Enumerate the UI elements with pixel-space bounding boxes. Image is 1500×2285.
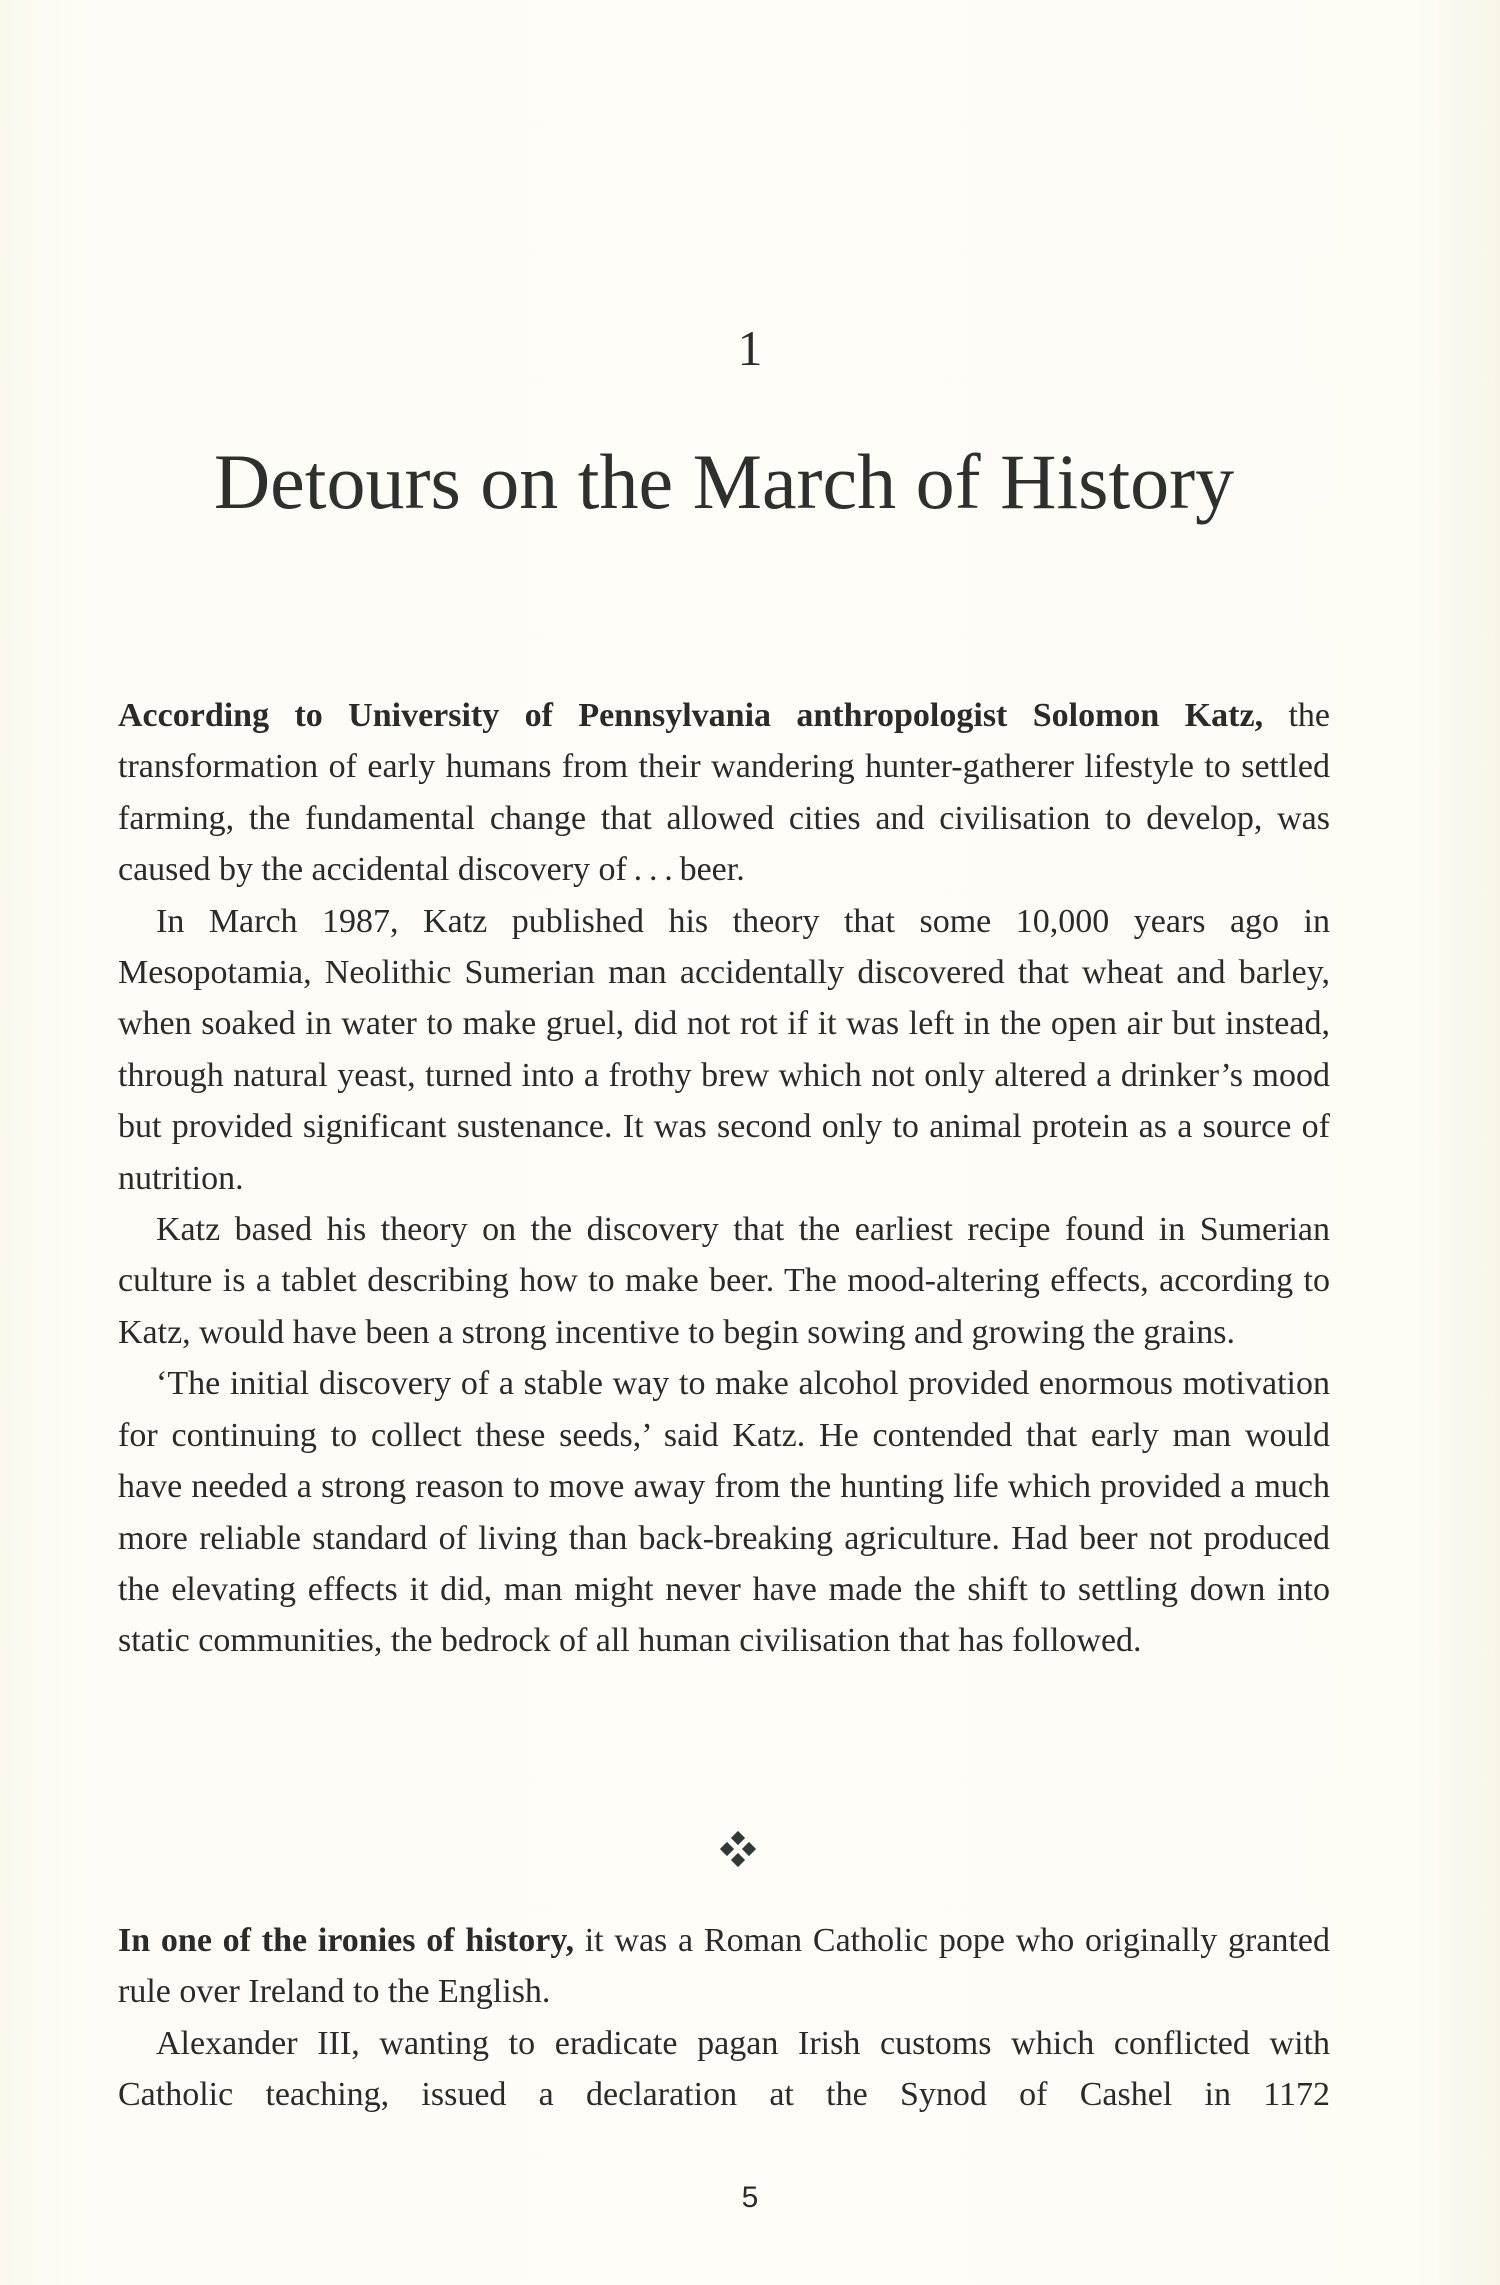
lead-in-bold: According to University of Pennsylvania anthropologist Solomon Katz,: [118, 697, 1264, 734]
paragraph-text: the transformation of early humans from their wandering hunter-gatherer lifestyle to settled farming, the fundamental change that allowed cities and civilisation to develop, was caused by the accidental discovery of . . . beer.: [118, 697, 1330, 889]
paragraph: [118, 690, 1330, 896]
paragraph: Alexander III, wanting to eradicate pagan Irish customs which conflicted with Catholic teaching, issued a declaration at the Synod of Cashel in 1172: [118, 2024, 1330, 2114]
chapter-number: 1: [737, 320, 763, 376]
paragraph-text: it was a Roman Catholic pope who originally granted rule over Ireland to the English.: [118, 1922, 1330, 2011]
section-pope-ireland: [118, 1915, 1330, 2121]
lead-in-bold: In one of the ironies of history,: [118, 1922, 574, 1959]
paragraph: ‘The initial discovery of a stable way to make alcohol provided enormous motivation for continuing to collect these seeds,’ said Katz. He contended that early man would have needed a strong reason to move away from the hunting life which provided a much more reliable standard of living than back-breaking agriculture. Had beer not produced the elevating effects it did, man might never have made the shift to settling down into static communities, the bedrock of all human civilisation that has followed.: [118, 1365, 1330, 1660]
section-beer-civilisation: [118, 690, 1330, 1667]
paragraph: In March 1987, Katz published his theory that some 10,000 years ago in Mesopotamia, Neolithic Sumerian man accidentally discovered that wheat and barley, when soaked in water to make gruel, did not rot if it was left in the open air but instead, through natural yeast, turned into a frothy brew which not only altered a drinker’s mood but provided significant sustenance. It was second only to animal protein as a source of nutrition.: [118, 902, 1330, 1197]
section-break-ornament-icon: [718, 1830, 758, 1870]
page-number: 5: [741, 2181, 759, 2214]
paragraph: [118, 1915, 1330, 2018]
paragraph: Katz based his theory on the discovery that the earliest recipe found in Sumerian culture is a tablet describing how to make beer. The mood-altering effects, according to Katz, would have been a strong incentive to begin sowing and growing the grains.: [118, 1211, 1330, 1351]
chapter-title: Detours on the March of History: [213, 438, 1235, 525]
